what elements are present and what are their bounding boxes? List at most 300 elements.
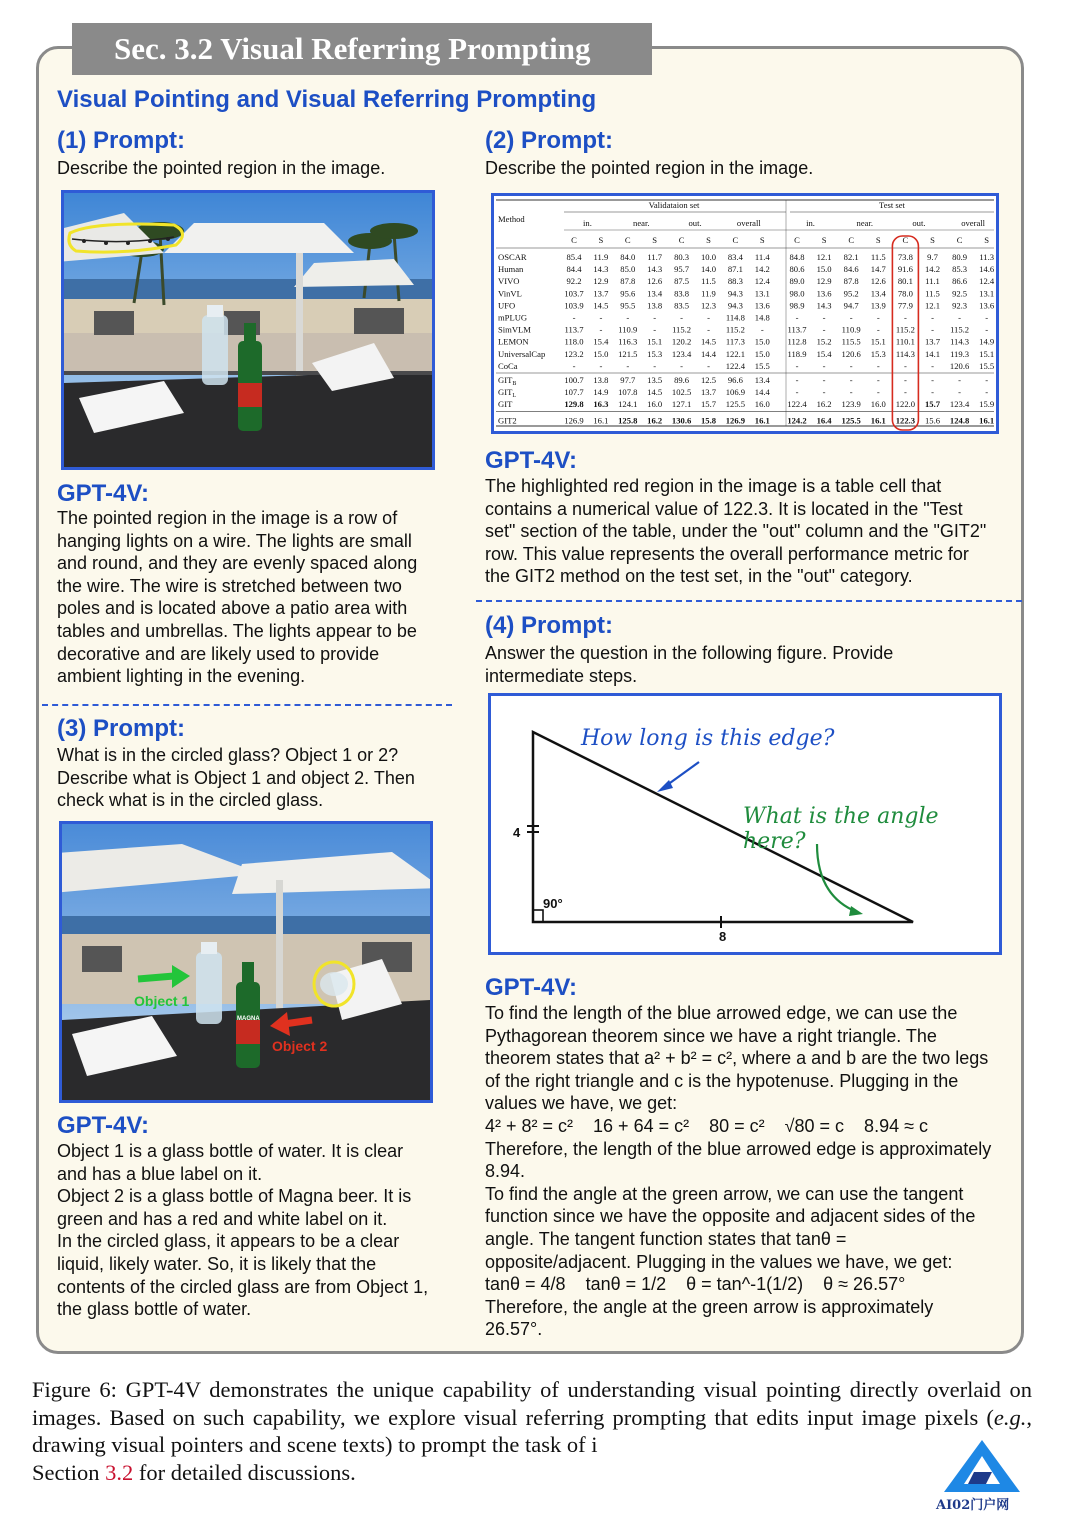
table-value: 122.4 bbox=[787, 399, 807, 410]
table-value: - bbox=[653, 360, 657, 371]
method-name: GIT2 bbox=[498, 415, 517, 426]
answer4 bbox=[485, 1002, 991, 1341]
cs-header: C bbox=[571, 235, 577, 245]
table-value: 78.0 bbox=[897, 288, 913, 299]
table-value: - bbox=[985, 375, 989, 385]
cs-header: S bbox=[706, 235, 711, 245]
cs-header: S bbox=[759, 235, 765, 245]
table-value: 13.8 bbox=[593, 375, 609, 385]
table-value: 94.3 bbox=[727, 288, 743, 299]
table-value: 87.8 bbox=[620, 276, 636, 287]
method-name: UniversalCap bbox=[498, 348, 546, 359]
table-value: 124.8 bbox=[949, 415, 970, 426]
table-value: 103.7 bbox=[564, 288, 584, 299]
answer3-line: contents of the circled glass are from Object 1, bbox=[57, 1276, 429, 1297]
table-value: 87.1 bbox=[727, 264, 743, 275]
table-value: 14.0 bbox=[700, 264, 717, 275]
table-value: - bbox=[572, 360, 576, 371]
cs-header: S bbox=[652, 235, 658, 245]
table-value: - bbox=[822, 375, 826, 385]
table-value: 129.8 bbox=[564, 399, 584, 410]
answer4-line: Pythagorean theorem since we have a right triangle. The bbox=[485, 1025, 937, 1046]
table-value: 15.7 bbox=[700, 399, 717, 410]
answer3-line: Object 1 is a glass bottle of water. It is clear bbox=[57, 1141, 404, 1161]
table-value: 14.3 bbox=[647, 264, 663, 275]
answer3-line: green and has a red and white label on it. bbox=[57, 1208, 388, 1229]
cs-header: C bbox=[624, 235, 631, 245]
subgroup-header: out. bbox=[912, 218, 926, 228]
table-value: 122.1 bbox=[725, 348, 746, 359]
answer1-line: the wire. The wire is stretched between two bbox=[57, 575, 402, 596]
table-value: 125.5 bbox=[841, 415, 861, 426]
answer3 bbox=[57, 1140, 428, 1321]
table-value: 15.3 bbox=[647, 348, 663, 359]
answer2-line: the GIT2 method on the test set, in the "out" category. bbox=[485, 566, 913, 587]
table-value: 115.2 bbox=[895, 324, 915, 335]
cs-header: C bbox=[956, 235, 963, 245]
answer2-line: contains a numerical value of 122.3. It is located in the "Test bbox=[485, 498, 963, 519]
table-value: 82.1 bbox=[843, 252, 859, 262]
table-value: 103.9 bbox=[564, 300, 584, 311]
table-value: 127.1 bbox=[671, 399, 692, 410]
table-value: - bbox=[903, 375, 907, 385]
table-value: 16.0 bbox=[754, 399, 770, 410]
table-value: 115.2 bbox=[725, 324, 745, 335]
table-value: 11.9 bbox=[701, 288, 716, 299]
table-value: 96.6 bbox=[727, 375, 743, 385]
table-value: 11.5 bbox=[701, 276, 716, 287]
table-value: 124.1 bbox=[618, 399, 638, 410]
table-value: 16.2 bbox=[816, 399, 832, 410]
table-value: - bbox=[876, 360, 880, 371]
gpt4v-label-4: GPT-4V: bbox=[485, 974, 578, 1001]
table-value: - bbox=[795, 312, 799, 323]
table-value: 16.3 bbox=[593, 399, 609, 410]
caption-line4a: Section bbox=[32, 1459, 106, 1485]
table-value: 84.8 bbox=[789, 252, 805, 262]
table-value: 12.3 bbox=[700, 300, 717, 311]
answer1-line: decorative and are likely used to provide bbox=[57, 643, 380, 664]
table-value: 12.9 bbox=[816, 276, 832, 287]
table-value: 11.5 bbox=[870, 252, 886, 262]
table-value: - bbox=[931, 360, 934, 371]
table-value: 95.6 bbox=[620, 288, 636, 299]
table-value: 122.3 bbox=[895, 415, 916, 426]
table-value: 117.3 bbox=[725, 336, 745, 347]
table-value: 13.4 bbox=[647, 288, 663, 299]
table-value: 89.0 bbox=[789, 276, 805, 287]
answer3-line: the glass bottle of water. bbox=[57, 1299, 252, 1320]
table-value: 12.4 bbox=[979, 276, 995, 287]
subgroup-header: in. bbox=[806, 218, 815, 228]
subgroup-header: out. bbox=[688, 218, 702, 228]
table-value: 84.6 bbox=[843, 264, 859, 275]
prompt4-text bbox=[485, 642, 893, 687]
prompt1-title: (1) Prompt: bbox=[57, 127, 185, 154]
cs-header: C bbox=[732, 235, 739, 245]
answer4-line: of the right triangle and c is the hypotenuse. Plugging in the bbox=[485, 1070, 959, 1091]
table-value: - bbox=[876, 375, 880, 385]
caption-line4b: for detailed discussions. bbox=[133, 1459, 356, 1485]
table-value: 15.1 bbox=[870, 336, 886, 347]
table-value: 13.7 bbox=[924, 336, 941, 347]
table-value: 15.6 bbox=[924, 415, 941, 426]
gpt4v-label-2: GPT-4V: bbox=[485, 447, 578, 474]
table-value: 15.5 bbox=[754, 360, 770, 371]
table-value: 85.0 bbox=[620, 264, 636, 275]
table-value: 123.4 bbox=[671, 348, 692, 359]
table-value: 15.4 bbox=[593, 336, 609, 347]
cs-header: S bbox=[875, 235, 881, 245]
table-value: 13.1 bbox=[754, 288, 770, 299]
figure-caption bbox=[32, 1376, 1032, 1486]
table-value: 80.6 bbox=[789, 264, 805, 275]
cs-header: S bbox=[930, 235, 935, 245]
subgroup-header: near. bbox=[856, 218, 873, 228]
prompt4-line: intermediate steps. bbox=[485, 665, 638, 686]
answer1-line: ambient lighting in the evening. bbox=[57, 666, 306, 687]
group-header: Validataion set bbox=[648, 200, 700, 210]
table-value: - bbox=[903, 387, 907, 398]
table-value: 14.5 bbox=[593, 300, 609, 311]
answer4-line: function since we have the opposite and adjacent sides of the bbox=[485, 1206, 976, 1227]
table-value: 89.6 bbox=[674, 375, 690, 385]
table-value: 15.1 bbox=[647, 336, 663, 347]
answer3-line: liquid, likely water. So, it is likely that the bbox=[57, 1253, 377, 1274]
table-value: 106.9 bbox=[725, 387, 746, 398]
prompt2-text: Describe the pointed region in the image. bbox=[485, 158, 814, 178]
answer4-line: Therefore, the angle at the green arrow is approximately bbox=[485, 1296, 934, 1317]
table-value: 98.9 bbox=[789, 300, 805, 311]
table-value: 13.4 bbox=[754, 375, 770, 385]
gpt4v-label-1: GPT-4V: bbox=[57, 480, 150, 507]
method-name: GIT bbox=[498, 399, 513, 410]
table-value: 120.2 bbox=[671, 336, 692, 347]
answer2-line: set" section of the table, under the "out" column and the "GIT2" bbox=[485, 521, 987, 542]
prompt4-line: Answer the question in the following figure. Provide bbox=[485, 643, 894, 663]
table-value: 95.2 bbox=[843, 288, 859, 299]
answer4-line: theorem states that a² + b² = c², where a and b are the two legs bbox=[485, 1048, 989, 1069]
table-value: - bbox=[931, 375, 934, 385]
table-value: - bbox=[985, 312, 989, 323]
site-logo bbox=[934, 1436, 1030, 1512]
table-value: 120.6 bbox=[949, 360, 970, 371]
table-value: 15.0 bbox=[816, 264, 832, 275]
method-name: SimVLM bbox=[498, 324, 531, 335]
cs-header: C bbox=[794, 235, 800, 245]
table-value: 122.4 bbox=[725, 360, 746, 371]
answer1-line: and round, and they are evenly spaced along bbox=[57, 553, 418, 574]
subgroup-header: overall bbox=[736, 218, 761, 228]
table-value: 16.1 bbox=[870, 415, 886, 426]
table-value: 84.4 bbox=[566, 264, 582, 275]
table-value: 83.5 bbox=[674, 300, 690, 311]
table-value: 92.3 bbox=[952, 300, 968, 311]
answer4-line: values we have, we get: bbox=[485, 1093, 678, 1114]
table-value: - bbox=[599, 324, 603, 335]
subgroup-header: in. bbox=[583, 218, 592, 228]
table-value: 119.3 bbox=[950, 348, 970, 359]
table-value: 87.5 bbox=[674, 276, 690, 287]
answer2-line: The highlighted red region in the image is a table cell that bbox=[485, 476, 942, 496]
table-value: 12.5 bbox=[700, 375, 717, 385]
table-value: 120.6 bbox=[841, 348, 861, 359]
table-value: 100.7 bbox=[564, 375, 584, 385]
table-value: 88.3 bbox=[727, 276, 743, 287]
table-value: 13.6 bbox=[816, 288, 832, 299]
method-name: OSCAR bbox=[498, 252, 527, 262]
table-value: 12.4 bbox=[754, 276, 770, 287]
table-value: 80.9 bbox=[952, 252, 968, 262]
table-value: 10.0 bbox=[700, 252, 717, 262]
cs-header: S bbox=[821, 235, 827, 245]
answer1 bbox=[57, 507, 417, 688]
table-value: 11.9 bbox=[593, 252, 609, 262]
table-value: - bbox=[958, 375, 962, 385]
table-value: 14.3 bbox=[593, 264, 609, 275]
table-value: 12.6 bbox=[647, 276, 663, 287]
table-value: 15.7 bbox=[924, 399, 941, 410]
section-tab: Sec. 3.2 Visual Referring Prompting bbox=[72, 23, 652, 75]
table-value: - bbox=[822, 387, 826, 398]
edge-question: How long is this edge? bbox=[581, 726, 835, 751]
table-value: 14.2 bbox=[754, 264, 770, 275]
answer4-line: 8.94. bbox=[485, 1161, 526, 1182]
prompt1-text: Describe the pointed region in the image. bbox=[57, 158, 386, 178]
table-value: 14.1 bbox=[924, 348, 941, 359]
prompt3-line: Describe what is Object 1 and object 2. Then bbox=[57, 767, 415, 788]
table-value: 14.6 bbox=[979, 264, 995, 275]
table-value: 110.9 bbox=[841, 324, 861, 335]
table-value: 114.8 bbox=[725, 312, 745, 323]
subgroup-header: overall bbox=[961, 218, 986, 228]
answer2 bbox=[485, 475, 986, 588]
answer1-line: poles and is located above a patio area with bbox=[57, 598, 408, 619]
table-value: 85.4 bbox=[566, 252, 582, 262]
table-value: - bbox=[599, 360, 603, 371]
caption-eg: e.g. bbox=[993, 1404, 1027, 1430]
table-value: - bbox=[931, 324, 934, 335]
table-value: - bbox=[849, 387, 853, 398]
table-value: 123.9 bbox=[841, 399, 861, 410]
table-value: 16.1 bbox=[754, 415, 770, 426]
table-value: 84.0 bbox=[620, 252, 636, 262]
bottle-label: MAGNA bbox=[237, 1016, 260, 1022]
table-value: 15.8 bbox=[700, 415, 717, 426]
results-table bbox=[491, 193, 999, 434]
table-value: - bbox=[653, 324, 657, 335]
answer4-line: angle. The tangent function states that tanθ = bbox=[485, 1228, 847, 1249]
table-value: - bbox=[822, 360, 826, 371]
table-value: - bbox=[876, 312, 880, 323]
table-value: 16.0 bbox=[647, 399, 663, 410]
table-value: 124.2 bbox=[787, 415, 807, 426]
table-value: 14.3 bbox=[816, 300, 832, 311]
angle-label: 90° bbox=[543, 896, 563, 911]
table-value: 83.4 bbox=[727, 252, 743, 262]
table-value: 94.7 bbox=[843, 300, 859, 311]
table-value: 15.4 bbox=[816, 348, 832, 359]
table-value: - bbox=[653, 312, 657, 323]
table-value: 73.8 bbox=[897, 252, 913, 262]
table-value: 11.1 bbox=[925, 276, 940, 287]
table-value: 13.8 bbox=[647, 300, 663, 311]
table-value: 115.5 bbox=[841, 336, 861, 347]
answer3-line: and has a blue label on it. bbox=[57, 1163, 263, 1184]
table-value: 13.7 bbox=[700, 387, 717, 398]
table-value: 115.2 bbox=[672, 324, 692, 335]
table-value: - bbox=[849, 375, 853, 385]
answer4-line: Therefore, the length of the blue arrowed edge is approximately bbox=[485, 1138, 992, 1159]
method-name: mPLUG bbox=[498, 312, 528, 323]
table-value: 13.5 bbox=[647, 375, 663, 385]
triangle-figure bbox=[488, 693, 1002, 955]
main-title: Visual Pointing and Visual Referring Prompting bbox=[57, 86, 597, 113]
table-value: 125.8 bbox=[618, 415, 638, 426]
angle-question: What is the angle here? bbox=[743, 804, 939, 854]
answer4-line: To find the angle at the green arrow, we can use the tangent bbox=[485, 1183, 964, 1204]
table-value: - bbox=[958, 312, 962, 323]
table-value: 116.3 bbox=[618, 336, 638, 347]
table-value: - bbox=[849, 360, 853, 371]
table-value: - bbox=[599, 312, 603, 323]
table-value: 83.8 bbox=[674, 288, 690, 299]
table-value: 15.0 bbox=[593, 348, 609, 359]
table-value: 110.9 bbox=[618, 324, 638, 335]
table-value: - bbox=[680, 312, 684, 323]
gpt4v-label-3: GPT-4V: bbox=[57, 1112, 150, 1139]
table-value: 11.3 bbox=[979, 252, 995, 262]
table-value: 97.7 bbox=[620, 375, 636, 385]
method-name: LEMON bbox=[498, 336, 529, 347]
table-value: 14.4 bbox=[700, 348, 717, 359]
table-value: 15.0 bbox=[754, 348, 770, 359]
table-value: 123.2 bbox=[564, 348, 584, 359]
cs-header: C bbox=[678, 235, 685, 245]
table-value: - bbox=[795, 375, 799, 385]
table-value: 15.5 bbox=[979, 360, 995, 371]
table-value: - bbox=[958, 387, 962, 398]
table-value: 115.2 bbox=[950, 324, 970, 335]
answer2-line: row. This value represents the overall performance metric for bbox=[485, 543, 969, 564]
answer1-line: hanging lights on a wire. The lights are small bbox=[57, 530, 412, 551]
table-value: - bbox=[903, 312, 907, 323]
table-value: - bbox=[795, 360, 799, 371]
table-value: 118.9 bbox=[787, 348, 807, 359]
table-value: - bbox=[707, 360, 710, 371]
prompt4-title: (4) Prompt: bbox=[485, 612, 613, 639]
table-value: - bbox=[572, 312, 576, 323]
table-value: 14.5 bbox=[700, 336, 717, 347]
table-value: - bbox=[931, 387, 934, 398]
table-value: - bbox=[931, 312, 934, 323]
prompt3-title: (3) Prompt: bbox=[57, 715, 185, 742]
table-value: 13.9 bbox=[870, 300, 886, 311]
table-value: 11.4 bbox=[754, 252, 770, 262]
table-value: 121.5 bbox=[618, 348, 638, 359]
table-value: 125.5 bbox=[725, 399, 746, 410]
table-value: 15.2 bbox=[816, 336, 832, 347]
table-value: - bbox=[876, 387, 880, 398]
table-value: 91.6 bbox=[897, 264, 913, 275]
table-value: - bbox=[680, 360, 684, 371]
prompt3-line: What is in the circled glass? Object 1 or 2? bbox=[57, 745, 399, 765]
prompt3-text bbox=[57, 744, 415, 812]
side-label: 4 bbox=[513, 825, 521, 840]
table-value: 16.0 bbox=[870, 399, 886, 410]
table-value: 114.3 bbox=[895, 348, 915, 359]
table-value: 14.7 bbox=[870, 264, 886, 275]
table-value: 110.1 bbox=[895, 336, 915, 347]
table-value: 12.1 bbox=[924, 300, 941, 311]
patio-image-1 bbox=[61, 190, 435, 470]
answer4-line: To find the length of the blue arrowed edge, we can use the bbox=[485, 1003, 958, 1023]
table-value: 15.0 bbox=[754, 336, 770, 347]
table-value: 12.6 bbox=[870, 276, 886, 287]
caption-text: Figure 6: GPT-4V demonstrates the unique capability of understanding visual pointing directly overlaid on images. Based on such capability, we explore visual referring prompting that edits input image pixels ( bbox=[32, 1377, 1032, 1430]
table-value: 123.4 bbox=[949, 399, 970, 410]
cs-header: S bbox=[598, 235, 604, 245]
method-name: Human bbox=[498, 264, 524, 275]
table-value: 13.6 bbox=[754, 300, 770, 311]
table-value: 122.0 bbox=[895, 399, 916, 410]
table-value: 85.3 bbox=[952, 264, 968, 275]
table-value: 13.4 bbox=[870, 288, 886, 299]
section-link[interactable]: 3.2 bbox=[105, 1459, 134, 1485]
table-value: 113.7 bbox=[787, 324, 807, 335]
table-value: 11.7 bbox=[647, 252, 663, 262]
table-value: 12.9 bbox=[593, 276, 609, 287]
table-value: - bbox=[707, 312, 710, 323]
cs-header: S bbox=[984, 235, 990, 245]
table-value: 13.6 bbox=[979, 300, 995, 311]
table-value: 13.1 bbox=[979, 288, 995, 299]
table-value: - bbox=[707, 324, 710, 335]
prompt2-title: (2) Prompt: bbox=[485, 127, 613, 154]
table-value: 13.7 bbox=[593, 288, 609, 299]
table-value: - bbox=[903, 360, 907, 371]
base-label: 8 bbox=[719, 929, 727, 944]
table-value: 107.8 bbox=[618, 387, 638, 398]
table-value: 102.5 bbox=[671, 387, 692, 398]
table-value: 14.2 bbox=[924, 264, 941, 275]
table-value: 12.1 bbox=[816, 252, 832, 262]
method-name: UFO bbox=[498, 300, 516, 311]
table-value: 9.7 bbox=[927, 252, 938, 262]
divider-right bbox=[476, 600, 1022, 602]
table-value: 16.4 bbox=[816, 415, 832, 426]
answer1-line: tables and umbrellas. The lights appear to be bbox=[57, 620, 417, 641]
table-value: 113.7 bbox=[564, 324, 584, 335]
table-value: 16.2 bbox=[647, 415, 663, 426]
table-value: - bbox=[626, 312, 630, 323]
table-value: 16.1 bbox=[979, 415, 995, 426]
method-name: VIVO bbox=[498, 276, 520, 287]
table-value: 130.6 bbox=[671, 415, 692, 426]
method-name: $GIT_B$ bbox=[498, 375, 517, 387]
table-value: 15.3 bbox=[870, 348, 886, 359]
cs-header: C bbox=[902, 235, 909, 245]
table-value: 77.9 bbox=[897, 300, 913, 311]
logo-text: AI02门户网 bbox=[936, 1498, 1010, 1513]
table-value: 114.3 bbox=[950, 336, 970, 347]
answer4-line: tanθ = 4/8 tanθ = 1/2 θ = tan^-1(1/2) θ ≈ 26.57° bbox=[485, 1274, 906, 1295]
table-value: 92.2 bbox=[566, 276, 582, 287]
method-name: VinVL bbox=[498, 288, 522, 299]
answer3-line: Object 2 is a glass bottle of Magna beer. It is bbox=[57, 1186, 412, 1207]
table-value: - bbox=[822, 324, 826, 335]
answer4-line: 26.57°. bbox=[485, 1319, 543, 1340]
